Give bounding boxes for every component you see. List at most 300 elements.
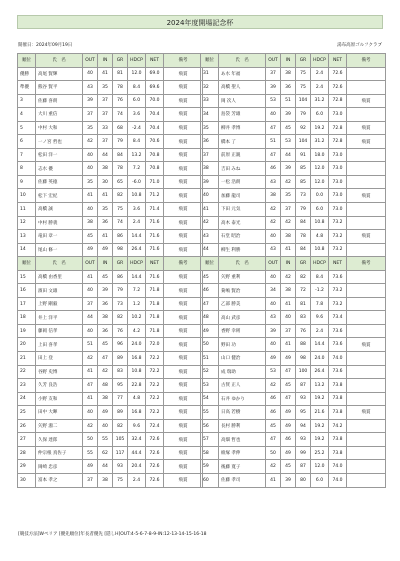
cell-out: 40 xyxy=(266,270,281,284)
cell-out: 42 xyxy=(83,135,98,149)
cell-rank: 29 xyxy=(18,460,36,474)
cell-remarks xyxy=(347,216,386,230)
cell-rank: 54 xyxy=(201,392,219,406)
cell-player-name: 岡 次人 xyxy=(219,94,266,108)
table-row xyxy=(201,297,386,311)
cell-gross: 89 xyxy=(113,352,128,366)
cell-rank: 45 xyxy=(201,270,219,284)
cell-rank: 51 xyxy=(201,352,219,366)
header-gross: GR xyxy=(113,54,128,68)
cell-gross: 79 xyxy=(296,203,311,217)
cell-net: 71.4 xyxy=(146,203,164,217)
cell-rank: 32 xyxy=(201,81,219,95)
cell-gross: 84 xyxy=(296,216,311,230)
cell-out: 41 xyxy=(83,392,98,406)
cell-player-name: 橋本 了 xyxy=(219,135,266,149)
cell-rank: 41 xyxy=(201,203,219,217)
cell-gross: 96 xyxy=(113,338,128,352)
cell-remarks xyxy=(347,67,386,81)
cell-remarks: 飛賞 xyxy=(164,392,203,406)
cell-out: 53 xyxy=(266,365,281,379)
cell-player-name: 高畑 哲也 xyxy=(219,433,266,447)
cell-in: 49 xyxy=(281,352,296,366)
table-row xyxy=(201,162,386,176)
cell-remarks: 飛賞 xyxy=(164,121,203,135)
cell-net: 73.8 xyxy=(329,406,347,420)
cell-hdcp: 4.8 xyxy=(311,230,329,244)
cell-hdcp: 44.4 xyxy=(128,446,146,460)
table-row xyxy=(18,338,203,352)
cell-gross: 93 xyxy=(296,392,311,406)
cell-out: 37 xyxy=(83,108,98,122)
cell-in: 38 xyxy=(281,230,296,244)
header-hdcp: HDCP xyxy=(128,257,146,271)
cell-gross: 76 xyxy=(113,324,128,338)
table-header-row xyxy=(18,54,203,68)
table-row xyxy=(18,419,203,433)
cell-out: 41 xyxy=(266,473,281,487)
table-row xyxy=(18,270,203,284)
cell-rank: 27 xyxy=(18,433,36,447)
cell-net: 71.8 xyxy=(146,324,164,338)
cell-in: 38 xyxy=(281,284,296,298)
cell-player-name: 柳井 孝博 xyxy=(219,121,266,135)
cell-in: 33 xyxy=(98,121,113,135)
cell-remarks: 飛賞 xyxy=(164,243,203,257)
table-row xyxy=(18,81,203,95)
cell-remarks xyxy=(347,270,386,284)
cell-hdcp: 10.2 xyxy=(128,311,146,325)
cell-player-name: 富本 孝之 xyxy=(36,473,83,487)
cell-out: 42 xyxy=(83,352,98,366)
cell-remarks: 飛賞 xyxy=(347,121,386,135)
cell-hdcp: 25.2 xyxy=(311,446,329,460)
cell-out: 43 xyxy=(266,311,281,325)
header-player-name: 氏 名 xyxy=(219,54,266,68)
cell-in: 38 xyxy=(98,311,113,325)
cell-out: 44 xyxy=(83,311,98,325)
cell-player-name: 藤岡 信孝 xyxy=(36,324,83,338)
cell-rank: 8 xyxy=(18,162,36,176)
cell-in: 42 xyxy=(98,365,113,379)
table-row xyxy=(18,121,203,135)
cell-hdcp: 13.2 xyxy=(128,148,146,162)
cell-remarks: 飛賞 xyxy=(164,108,203,122)
cell-gross: 79 xyxy=(113,135,128,149)
cell-remarks: 飛賞 xyxy=(164,148,203,162)
cell-in: 36 xyxy=(98,297,113,311)
cell-out: 42 xyxy=(266,216,281,230)
cell-rank: 31 xyxy=(201,67,219,81)
cell-remarks: 飛賞 xyxy=(347,94,386,108)
table-row xyxy=(18,392,203,406)
cell-remarks: 飛賞 xyxy=(347,135,386,149)
cell-hdcp: 12.0 xyxy=(128,67,146,81)
cell-player-name: 谷野 史博 xyxy=(36,365,83,379)
cell-player-name: 高木 泰光 xyxy=(219,216,266,230)
cell-in: 39 xyxy=(281,473,296,487)
cell-gross: 65 xyxy=(113,175,128,189)
cell-gross: 82 xyxy=(296,270,311,284)
cell-in: 53 xyxy=(281,135,296,149)
cell-remarks: 飛賞 xyxy=(164,230,203,244)
cell-out: 40 xyxy=(266,297,281,311)
cell-in: 36 xyxy=(98,324,113,338)
cell-in: 40 xyxy=(98,419,113,433)
cell-net: 71.6 xyxy=(146,230,164,244)
cell-gross: 68 xyxy=(113,121,128,135)
cell-out: 40 xyxy=(83,284,98,298)
cell-hdcp: 10.8 xyxy=(128,365,146,379)
cell-hdcp: 2.4 xyxy=(128,473,146,487)
header-net: NET xyxy=(329,54,347,68)
cell-net: 73.4 xyxy=(329,311,347,325)
cell-net: 72.6 xyxy=(146,473,164,487)
header-net: NET xyxy=(146,257,164,271)
cell-gross: 117 xyxy=(113,446,128,460)
header-gross: GR xyxy=(296,54,311,68)
cell-out: 49 xyxy=(83,243,98,257)
cell-in: 39 xyxy=(98,284,113,298)
table-row xyxy=(18,67,203,81)
cell-remarks xyxy=(347,162,386,176)
cell-player-name: 仲宗根 真佐子 xyxy=(36,446,83,460)
cell-remarks: 飛賞 xyxy=(164,446,203,460)
cell-remarks: 飛賞 xyxy=(164,419,203,433)
cell-in: 49 xyxy=(281,446,296,460)
results-table-right xyxy=(200,53,386,488)
cell-player-name: 井上 洋平 xyxy=(36,311,83,325)
cell-hdcp: 32.4 xyxy=(128,433,146,447)
table-row xyxy=(201,67,386,81)
cell-rank: 7 xyxy=(18,148,36,162)
cell-remarks xyxy=(347,365,386,379)
cell-rank: 42 xyxy=(201,216,219,230)
header-hdcp: HDCP xyxy=(128,54,146,68)
cell-net: 71.8 xyxy=(146,297,164,311)
cell-rank: 50 xyxy=(201,338,219,352)
header-gross: GR xyxy=(296,257,311,271)
cell-out: 40 xyxy=(266,338,281,352)
cell-remarks xyxy=(347,243,386,257)
cell-remarks: 飛賞 xyxy=(164,94,203,108)
cell-gross: 81 xyxy=(296,297,311,311)
cell-player-name: 香野 幸則 xyxy=(219,324,266,338)
table-row xyxy=(201,392,386,406)
cell-out: 46 xyxy=(266,162,281,176)
cell-out: 42 xyxy=(266,379,281,393)
cell-net: 71.2 xyxy=(146,189,164,203)
cell-rank: 36 xyxy=(201,135,219,149)
cell-out: 47 xyxy=(266,148,281,162)
cell-net: 73.0 xyxy=(329,162,347,176)
header-rank: 順位 xyxy=(201,257,219,271)
cell-hdcp: 3.6 xyxy=(128,203,146,217)
cell-rank: 35 xyxy=(201,121,219,135)
cell-rank: 53 xyxy=(201,379,219,393)
cell-in: 49 xyxy=(281,419,296,433)
cell-out: 40 xyxy=(83,324,98,338)
results-table-left xyxy=(17,53,203,488)
cell-in: 41 xyxy=(98,67,113,81)
cell-gross: 95 xyxy=(296,406,311,420)
cell-in: 47 xyxy=(281,365,296,379)
cell-gross: 98 xyxy=(113,243,128,257)
cell-net: 73.6 xyxy=(329,365,347,379)
cell-net: 74.0 xyxy=(329,352,347,366)
cell-remarks: 飛賞 xyxy=(347,189,386,203)
cell-net: 73.2 xyxy=(329,230,347,244)
cell-in: 55 xyxy=(98,433,113,447)
header-in: IN xyxy=(281,257,296,271)
cell-in: 38 xyxy=(98,392,113,406)
cell-hdcp: 4.2 xyxy=(128,324,146,338)
cell-out: 39 xyxy=(266,81,281,95)
table-row xyxy=(201,203,386,217)
cell-out: 41 xyxy=(83,365,98,379)
cell-gross: 74 xyxy=(113,216,128,230)
cell-remarks xyxy=(347,352,386,366)
cell-hdcp: 24.0 xyxy=(128,338,146,352)
cell-remarks: 飛賞 xyxy=(164,460,203,474)
cell-out: 39 xyxy=(83,94,98,108)
table-row xyxy=(201,243,386,257)
table-row xyxy=(18,365,203,379)
cell-net: 72.2 xyxy=(146,352,164,366)
cell-hdcp: -6.0 xyxy=(128,175,146,189)
cell-in: 37 xyxy=(98,135,113,149)
cell-player-name: 上田 喜孝 xyxy=(36,338,83,352)
cell-hdcp: 21.6 xyxy=(311,406,329,420)
cell-net: 73.0 xyxy=(329,148,347,162)
cell-rank: 4 xyxy=(18,108,36,122)
header-out: OUT xyxy=(266,54,281,68)
cell-hdcp: 2.4 xyxy=(311,81,329,95)
cell-in: 38 xyxy=(98,473,113,487)
cell-hdcp: 19.2 xyxy=(311,419,329,433)
cell-in: 62 xyxy=(98,446,113,460)
club-name: 湯布高原ゴルフクラブ xyxy=(337,43,382,48)
cell-in: 42 xyxy=(281,270,296,284)
cell-rank: 18 xyxy=(18,311,36,325)
cell-out: 53 xyxy=(266,94,281,108)
header-player-name: 氏 名 xyxy=(36,257,83,271)
cell-gross: 88 xyxy=(296,338,311,352)
table-row xyxy=(18,135,203,149)
header-hdcp: HDCP xyxy=(311,54,329,68)
cell-hdcp: 14.4 xyxy=(128,270,146,284)
table-row xyxy=(18,216,203,230)
table-header-row xyxy=(201,54,386,68)
cell-rank: 48 xyxy=(201,311,219,325)
cell-remarks: 飛賞 xyxy=(164,406,203,420)
cell-remarks: 飛賞 xyxy=(347,338,386,352)
header-net: NET xyxy=(329,257,347,271)
cell-gross: 75 xyxy=(296,81,311,95)
table-row xyxy=(201,121,386,135)
cell-out: 38 xyxy=(83,216,98,230)
cell-player-name: 久保 達郎 xyxy=(36,433,83,447)
cell-gross: 93 xyxy=(296,433,311,447)
cell-hdcp: 10.8 xyxy=(128,189,146,203)
cell-net: 71.6 xyxy=(146,243,164,257)
cell-player-name: 野田 功 xyxy=(219,338,266,352)
cell-net: 73.6 xyxy=(329,324,347,338)
table-row xyxy=(18,203,203,217)
cell-net: 73.0 xyxy=(329,175,347,189)
cell-hdcp: 6.0 xyxy=(311,473,329,487)
cell-in: 37 xyxy=(281,324,296,338)
cell-remarks xyxy=(347,108,386,122)
cell-net: 72.8 xyxy=(329,121,347,135)
table-row xyxy=(201,189,386,203)
footer-rules: [競技方法]Wペリア [優先順位]年長者優先 [隠しH]OUT:4-5-6-7-8-9-IN:12-13-14-15-16-18 xyxy=(18,532,207,537)
cell-out: 37 xyxy=(83,473,98,487)
table-row xyxy=(18,406,203,420)
cell-rank: 46 xyxy=(201,284,219,298)
header-in: IN xyxy=(98,257,113,271)
cell-hdcp: 13.2 xyxy=(311,379,329,393)
table-row xyxy=(18,148,203,162)
cell-out: 41 xyxy=(83,189,98,203)
cell-out: 35 xyxy=(83,175,98,189)
cell-in: 45 xyxy=(98,270,113,284)
cell-hdcp: 18.0 xyxy=(311,148,329,162)
cell-remarks xyxy=(347,446,386,460)
cell-out: 40 xyxy=(83,203,98,217)
cell-hdcp: 12.0 xyxy=(311,460,329,474)
cell-hdcp: 3.6 xyxy=(128,108,146,122)
cell-remarks: 飛賞 xyxy=(164,162,203,176)
cell-net: 73.8 xyxy=(329,392,347,406)
header-player-name: 氏 名 xyxy=(219,257,266,271)
cell-net: 70.6 xyxy=(146,135,164,149)
cell-player-name: 山口 健治 xyxy=(219,352,266,366)
cell-rank: 22 xyxy=(18,365,36,379)
header-out: OUT xyxy=(83,257,98,271)
cell-net: 73.2 xyxy=(329,297,347,311)
cell-player-name: 高尾 賢輝 xyxy=(36,67,83,81)
cell-player-name: 志水 優 xyxy=(36,162,83,176)
cell-player-name: 高橋 誠 xyxy=(36,203,83,217)
cell-in: 35 xyxy=(281,189,296,203)
cell-net: 73.0 xyxy=(329,108,347,122)
cell-out: 40 xyxy=(83,67,98,81)
cell-gross: 83 xyxy=(296,311,311,325)
cell-out: 51 xyxy=(266,135,281,149)
cell-out: 42 xyxy=(266,203,281,217)
cell-player-name: 日高 若樹 xyxy=(219,406,266,420)
cell-rank: 13 xyxy=(18,230,36,244)
cell-gross: 87 xyxy=(296,379,311,393)
cell-out: 47 xyxy=(266,433,281,447)
cell-gross: 91 xyxy=(296,148,311,162)
cell-player-name: 吉田 みね xyxy=(219,162,266,176)
cell-player-name: 小野 友和 xyxy=(36,392,83,406)
cell-in: 39 xyxy=(281,108,296,122)
cell-in: 37 xyxy=(281,203,296,217)
cell-hdcp: 7.2 xyxy=(128,162,146,176)
table-row xyxy=(201,230,386,244)
cell-hdcp: 12.0 xyxy=(311,162,329,176)
cell-in: 45 xyxy=(281,460,296,474)
cell-player-name: 古賀 正人 xyxy=(219,379,266,393)
cell-out: 43 xyxy=(266,243,281,257)
cell-gross: 79 xyxy=(113,284,128,298)
cell-rank: 21 xyxy=(18,352,36,366)
cell-net: 69.0 xyxy=(146,67,164,81)
cell-remarks: 飛賞 xyxy=(164,365,203,379)
cell-player-name: 久芳 良浩 xyxy=(36,379,83,393)
cell-hdcp: 12.0 xyxy=(311,175,329,189)
table-row xyxy=(201,406,386,420)
table-row xyxy=(201,216,386,230)
cell-rank: 20 xyxy=(18,338,36,352)
cell-hdcp: -1.2 xyxy=(311,284,329,298)
cell-net: 72.2 xyxy=(146,392,164,406)
cell-net: 70.4 xyxy=(146,121,164,135)
cell-hdcp: 2.4 xyxy=(311,324,329,338)
cell-out: 41 xyxy=(83,270,98,284)
cell-hdcp: 22.8 xyxy=(128,379,146,393)
cell-player-name: 田中 大暉 xyxy=(36,406,83,420)
cell-remarks xyxy=(347,284,386,298)
header-rank: 順位 xyxy=(18,54,36,68)
cell-hdcp: 14.4 xyxy=(311,338,329,352)
event-date: 開催日：2024年09月19日 xyxy=(18,43,73,48)
cell-gross: 92 xyxy=(296,121,311,135)
cell-remarks xyxy=(347,203,386,217)
cell-gross: 86 xyxy=(113,230,128,244)
table-row xyxy=(201,324,386,338)
cell-gross: 95 xyxy=(113,379,128,393)
cell-rank: 28 xyxy=(18,446,36,460)
cell-hdcp: 26.4 xyxy=(128,243,146,257)
cell-gross: 89 xyxy=(113,406,128,420)
cell-rank: 59 xyxy=(201,460,219,474)
cell-player-name: 矢野 鴻二 xyxy=(36,419,83,433)
header-remarks: 備考 xyxy=(347,257,386,271)
cell-player-name: 綾塚 孝伸 xyxy=(219,446,266,460)
cell-out: 34 xyxy=(266,284,281,298)
cell-out: 47 xyxy=(266,121,281,135)
cell-hdcp: -2.4 xyxy=(128,121,146,135)
cell-rank: 26 xyxy=(18,419,36,433)
table-row xyxy=(201,108,386,122)
cell-net: 72.6 xyxy=(329,81,347,95)
cell-remarks xyxy=(347,81,386,95)
cell-rank: 10 xyxy=(18,189,36,203)
cell-net: 72.8 xyxy=(329,135,347,149)
cell-rank: 33 xyxy=(201,94,219,108)
cell-in: 45 xyxy=(281,121,296,135)
cell-player-name: 中村 大和 xyxy=(36,121,83,135)
table-row xyxy=(18,175,203,189)
cell-player-name: 柳生 利勝 xyxy=(219,243,266,257)
cell-gross: 79 xyxy=(296,108,311,122)
cell-out: 37 xyxy=(266,67,281,81)
cell-gross: 82 xyxy=(113,311,128,325)
cell-in: 44 xyxy=(98,148,113,162)
cell-net: 70.8 xyxy=(146,148,164,162)
cell-net: 73.8 xyxy=(329,433,347,447)
cell-rank: 準優 xyxy=(18,81,36,95)
cell-out: 38 xyxy=(266,189,281,203)
table-row xyxy=(18,460,203,474)
cell-rank: 40 xyxy=(201,189,219,203)
cell-remarks: 飛賞 xyxy=(164,311,203,325)
cell-in: 45 xyxy=(281,379,296,393)
